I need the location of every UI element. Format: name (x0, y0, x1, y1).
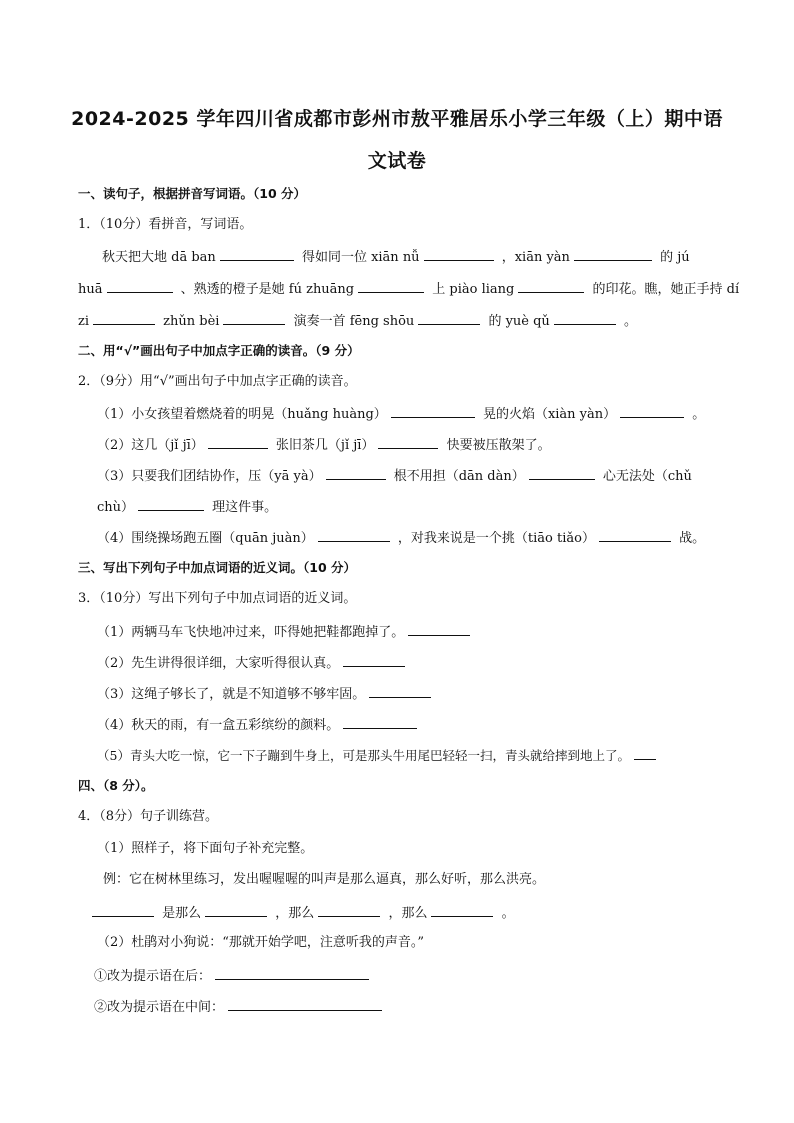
q2-text: 快要被压散架了。 (446, 438, 551, 453)
q1-text: 得如同一位 xiān nǚ (301, 250, 420, 265)
q1-text: zhǔn bèi (163, 314, 220, 329)
q1-text: 的 yuè qǔ (488, 314, 550, 329)
answer-blank[interactable] (391, 403, 475, 418)
answer-blank[interactable] (378, 434, 438, 449)
q3-item1 (97, 621, 474, 643)
q4-text: ，那么 (275, 906, 315, 921)
q3-text: （3）这绳子够长了，就是不知道够不够牢固。 (97, 687, 366, 702)
q4-convert2 (94, 996, 386, 1018)
q4-text: 是那么 (162, 906, 202, 921)
q1-text: 。 (623, 314, 637, 329)
q3-text: （2）先生讲得很详细，大家听得很认真。 (97, 656, 340, 671)
q1-text: 、熟透的橙子是她 fú zhuāng (180, 282, 355, 297)
answer-blank[interactable] (205, 902, 267, 917)
q1-text: 的 jú (660, 250, 690, 265)
q2-text: （4）围绕操场跑五圈（quān juàn） (97, 531, 314, 546)
answer-blank[interactable] (431, 902, 493, 917)
answer-blank[interactable] (326, 465, 386, 480)
answer-blank[interactable] (318, 527, 390, 542)
q2-text: （1）小女孩望着燃烧着的明晃（huǎng huàng） (97, 407, 387, 422)
q3-item5 (97, 745, 660, 766)
q1-text: 演奏一首 fēng shōu (293, 314, 415, 329)
answer-blank[interactable] (138, 496, 204, 511)
answer-blank[interactable] (93, 310, 155, 325)
answer-blank[interactable] (424, 246, 494, 261)
answer-blank[interactable] (215, 965, 369, 980)
q4-fill-line (92, 902, 515, 924)
q3-item2 (97, 652, 409, 674)
answer-blank[interactable] (529, 465, 595, 480)
q1-text: ，xiān yàn (501, 250, 570, 265)
q2-text: 根不用担（dān dàn） (393, 469, 525, 484)
q2-text: （2）这几（jǐ jī） (97, 438, 204, 453)
answer-blank[interactable] (554, 310, 616, 325)
answer-blank[interactable] (208, 434, 268, 449)
answer-blank[interactable] (518, 278, 584, 293)
q1-text: 上 piào liang (432, 282, 515, 297)
q4-text: ，那么 (388, 906, 428, 921)
section4-header: 四、（8 分）。 (78, 778, 154, 793)
q1-line1 (102, 246, 690, 268)
answer-blank[interactable] (107, 278, 173, 293)
q4-example: 例：它在树林里练习，发出喔喔喔的叫声是那么逼真，那么好听，那么洪亮。 (103, 872, 546, 887)
q4-text: 。 (501, 906, 515, 921)
q2-item2 (97, 434, 551, 456)
answer-blank[interactable] (343, 714, 417, 729)
answer-blank[interactable] (228, 996, 382, 1011)
answer-blank[interactable] (318, 902, 380, 917)
q3-stem: 3．（10分）写出下列句子中加点词语的近义词。 (78, 591, 357, 606)
q1-line3 (78, 310, 637, 332)
exam-title-line1: 2024-2025 学年四川省成都市彭州市敖平雅居乐小学三年级（上）期中语 (71, 108, 723, 130)
q4-item2: （2）杜鹃对小狗说：“那就开始学吧，注意听我的声音。” (97, 935, 425, 950)
answer-blank[interactable] (574, 246, 652, 261)
q2-text: 理这件事。 (212, 500, 278, 515)
answer-blank[interactable] (220, 246, 294, 261)
answer-blank[interactable] (92, 902, 154, 917)
q3-item3 (97, 683, 435, 705)
answer-blank[interactable] (343, 652, 405, 667)
q3-text: （4）秋天的雨，有一盒五彩缤纷的颜料。 (97, 718, 340, 733)
q1-text: 的印花。瞧，她正手持 dí (592, 282, 740, 297)
answer-blank[interactable] (599, 527, 671, 542)
exam-title-line2: 文试卷 (367, 150, 427, 172)
q2-stem: 2．（9分）用“√”画出句子中加点字正确的读音。 (78, 374, 357, 389)
q1-text: huā (78, 282, 103, 297)
q2-text: chù） (97, 500, 135, 515)
section1-header: 一、读句子，根据拼音写词语。（10 分） (78, 186, 306, 201)
answer-blank[interactable] (634, 745, 656, 760)
q3-item4 (97, 714, 421, 736)
answer-blank[interactable] (358, 278, 424, 293)
q4-convert1 (94, 965, 373, 987)
q1-stem: 1．（10分）看拼音，写词语。 (78, 217, 253, 232)
q4-text: ②改为提示语在中间： (94, 1000, 225, 1015)
q1-text: 秋天把大地 dā ban (102, 250, 216, 265)
q2-text: 。 (692, 407, 706, 422)
q2-text: 晃的火焰（xiàn yàn） (482, 407, 617, 422)
q3-text: （5）青头大吃一惊，它一下子蹦到牛身上，可是那头牛用尾巴轻轻一扫，青头就给摔到地上了。 (97, 748, 630, 763)
q2-item4 (97, 527, 705, 549)
answer-blank[interactable] (223, 310, 285, 325)
q4-text: ①改为提示语在后： (94, 969, 212, 984)
section3-header: 三、写出下列句子中加点词语的近义词。（10 分） (78, 560, 356, 575)
answer-blank[interactable] (408, 621, 470, 636)
answer-blank[interactable] (418, 310, 480, 325)
answer-blank[interactable] (369, 683, 431, 698)
q2-text: 心无法处（chǔ (602, 469, 692, 484)
section2-header: 二、用“√”画出句子中加点字正确的读音。（9 分） (78, 343, 360, 358)
q3-text: （1）两辆马车飞快地冲过来，吓得她把鞋都跑掉了。 (97, 625, 405, 640)
q1-text: zi (78, 314, 90, 329)
q1-line2 (78, 278, 739, 300)
q2-text: （3）只要我们团结协作，压（yā yà） (97, 469, 322, 484)
q4-item1: （1）照样子，将下面句子补充完整。 (97, 841, 314, 856)
q4-stem: 4．（8分）句子训练营。 (78, 809, 219, 824)
q2-item3 (97, 465, 692, 487)
answer-blank[interactable] (620, 403, 684, 418)
q2-item3-cont (97, 496, 277, 518)
q2-item1 (97, 403, 705, 425)
q2-text: 战。 (679, 531, 706, 546)
q2-text: 张旧茶几（jǐ jī） (275, 438, 375, 453)
q2-text: ，对我来说是一个挑（tiāo tiǎo） (397, 531, 595, 546)
